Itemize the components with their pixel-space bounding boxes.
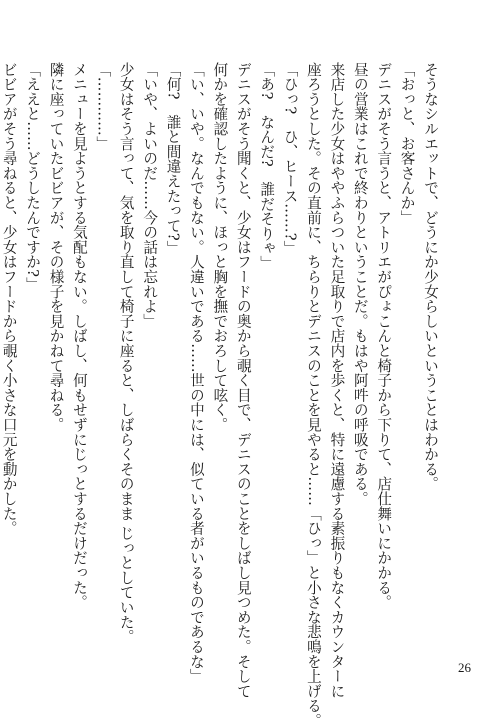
text-line: デニスがそう聞くと、少女はフードの奥から覗く目で、デニスのことをしばし見つめた。そして	[234, 62, 252, 699]
text-line: 「ええと……どうしたんですか?」	[24, 62, 42, 293]
text-line: 昼の営業はこれで終わりということだ。もはや阿吽の呼吸である。	[351, 62, 369, 506]
text-line: 「おっと、お客さんか」	[398, 62, 416, 225]
text-line: メニューを見ようとする気配もない。しばし、何もせずにじっとするだけだった。	[70, 62, 88, 610]
text-line: 「いや、よいのだ……今の話は忘れよ」	[141, 62, 159, 329]
text-line: 何かを確認したように、ほっと胸を撫でおろして呟く。	[211, 62, 229, 432]
vertical-text-body	[0, 62, 442, 728]
text-line: 「あ? なんだ? 誰だそりゃ」	[258, 62, 276, 271]
text-line: 座ろうとした。その直前に、ちらりとデニスのことを見やると……「ひっ」と小さな悲鳴を上げる。	[304, 62, 322, 728]
text-line: ビビアがそう尋ねると、少女はフードから覗く小さな口元を動かした。	[0, 62, 18, 536]
page-number: 26	[458, 660, 471, 675]
text-line: 「…………」	[94, 62, 112, 151]
text-line: そうなシルエットで、どうにか少女らしいということはわかる。	[422, 62, 439, 492]
text-line: デニスがそう言うと、アトリエがぴょこんと椅子から下りて、店仕舞いにかかる。	[375, 62, 393, 610]
text-line: 少女はそう言って、気を取り直して椅子に座ると、しばらくそのまま じっとしていた。	[117, 62, 135, 645]
text-line: 「ひっ? ひ、ヒース……?」	[281, 62, 299, 256]
text-line: 「何? 誰と間違えたって?」	[164, 62, 182, 256]
text-line: 「い、いや。なんでもない。人違いである……世の中には、似ている者がいるものであるな」	[187, 62, 205, 684]
text-line: 隣に座っていたビビアが、その様子を見かねて尋ねる。	[47, 62, 65, 432]
text-line: 来店した少女はややふらついた足取りで店内を歩くと、特に遠慮する素振りもなくカウンターに	[328, 62, 346, 699]
